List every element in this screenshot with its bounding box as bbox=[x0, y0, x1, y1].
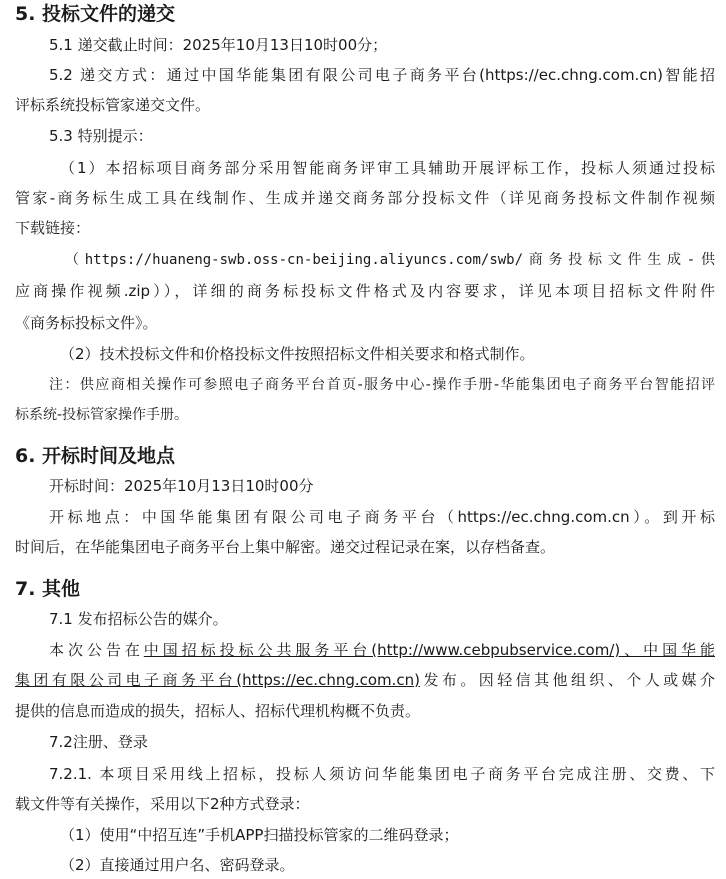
section-7-heading: 7. 其他 bbox=[15, 578, 81, 600]
notice-2: （2）技术投标文件和价格投标文件按照招标文件相关要求和格式制作。 bbox=[60, 345, 535, 363]
note-line2: 标系统-投标管家操作手册。 bbox=[15, 407, 189, 423]
login-method-2: （2）直接通过用户名、密码登录。 bbox=[60, 856, 295, 874]
opening-place-line2: 时间后，在华能集团电子商务平台上集中解密。递交过程记录在案，以存档备查。 bbox=[15, 538, 556, 556]
notice-1-line5: 应商操作视频.zip）），详细的商务标投标文件格式及内容要求，详见本项目招标文件附件 bbox=[15, 282, 715, 300]
section-7-2-1-line1: 7.2.1. 本项目采用线上招标，投标人须访问华能集团电子商务平台完成注册、交费、下 bbox=[49, 765, 715, 783]
notice-1-line6: 《商务标投标文件》。 bbox=[15, 314, 158, 332]
opening-place-line1: 开标地点：中国华能集团有限公司电子商务平台（https://ec.chng.com.cn）。到开标 bbox=[49, 508, 715, 526]
section-5-heading: 5. 投标文件的递交 bbox=[15, 3, 176, 25]
section-5-3-notice-title: 5.3 特别提示： bbox=[49, 127, 153, 145]
publication-suffix: 发布。因轻信其他组织、个人或媒介 bbox=[420, 671, 715, 689]
section-5-2-method-line1: 5.2 递交方式：通过中国华能集团有限公司电子商务平台(https://ec.chng.com.cn)智能招 bbox=[49, 66, 715, 84]
section-7-2-registration: 7.2注册、登录 bbox=[49, 733, 148, 751]
cebpubservice-link[interactable]: 中国招标投标公共服务平台(http://www.cebpubservice.com/)、中国华能 bbox=[143, 641, 715, 659]
publication-line1 bbox=[49, 638, 715, 662]
notice-1-video-link: （https://huaneng-swb.oss-cn-beijing.aliyuncs.com/swb/商务投标文件生成-供 bbox=[65, 252, 715, 268]
chng-ec-link[interactable]: 集团有限公司电子商务平台(https://ec.chng.com.cn) bbox=[15, 671, 421, 689]
publication-prefix: 本次公告在 bbox=[49, 641, 144, 659]
section-7-1-media: 7.1 发布招标公告的媒介。 bbox=[49, 610, 228, 628]
section-6-heading: 6. 开标时间及地点 bbox=[15, 445, 176, 467]
opening-time: 开标时间：2025年10月13日10时00分 bbox=[49, 477, 314, 495]
publication-line3: 提供的信息而造成的损失，招标人、招标代理机构概不负责。 bbox=[15, 702, 421, 720]
notice-1-line3: 下载链接： bbox=[15, 219, 91, 237]
login-method-1: （1）使用“中招互连”手机APP扫描投标管家的二维码登录； bbox=[60, 826, 459, 844]
note-line1: 注：供应商相关操作可参照电子商务平台首页-服务中心-操作手册-华能集团电子商务平台智能招评 bbox=[49, 377, 715, 393]
section-5-1-deadline: 5.1 递交截止时间：2025年10月13日10时00分； bbox=[49, 36, 388, 54]
section-7-2-1-line2: 载文件等有关操作，采用以下2种方式登录： bbox=[15, 795, 310, 813]
notice-1-line2: 管家-商务标生成工具在线制作、生成并递交商务部分投标文件（详见商务投标文件制作视频 bbox=[15, 189, 715, 207]
section-5-2-method-line2: 评标系统投标管家递交文件。 bbox=[15, 96, 211, 114]
publication-line2 bbox=[15, 668, 715, 692]
notice-1-line1: （1）本招标项目商务部分采用智能商务评审工具辅助开展评标工作，投标人须通过投标 bbox=[60, 159, 715, 177]
